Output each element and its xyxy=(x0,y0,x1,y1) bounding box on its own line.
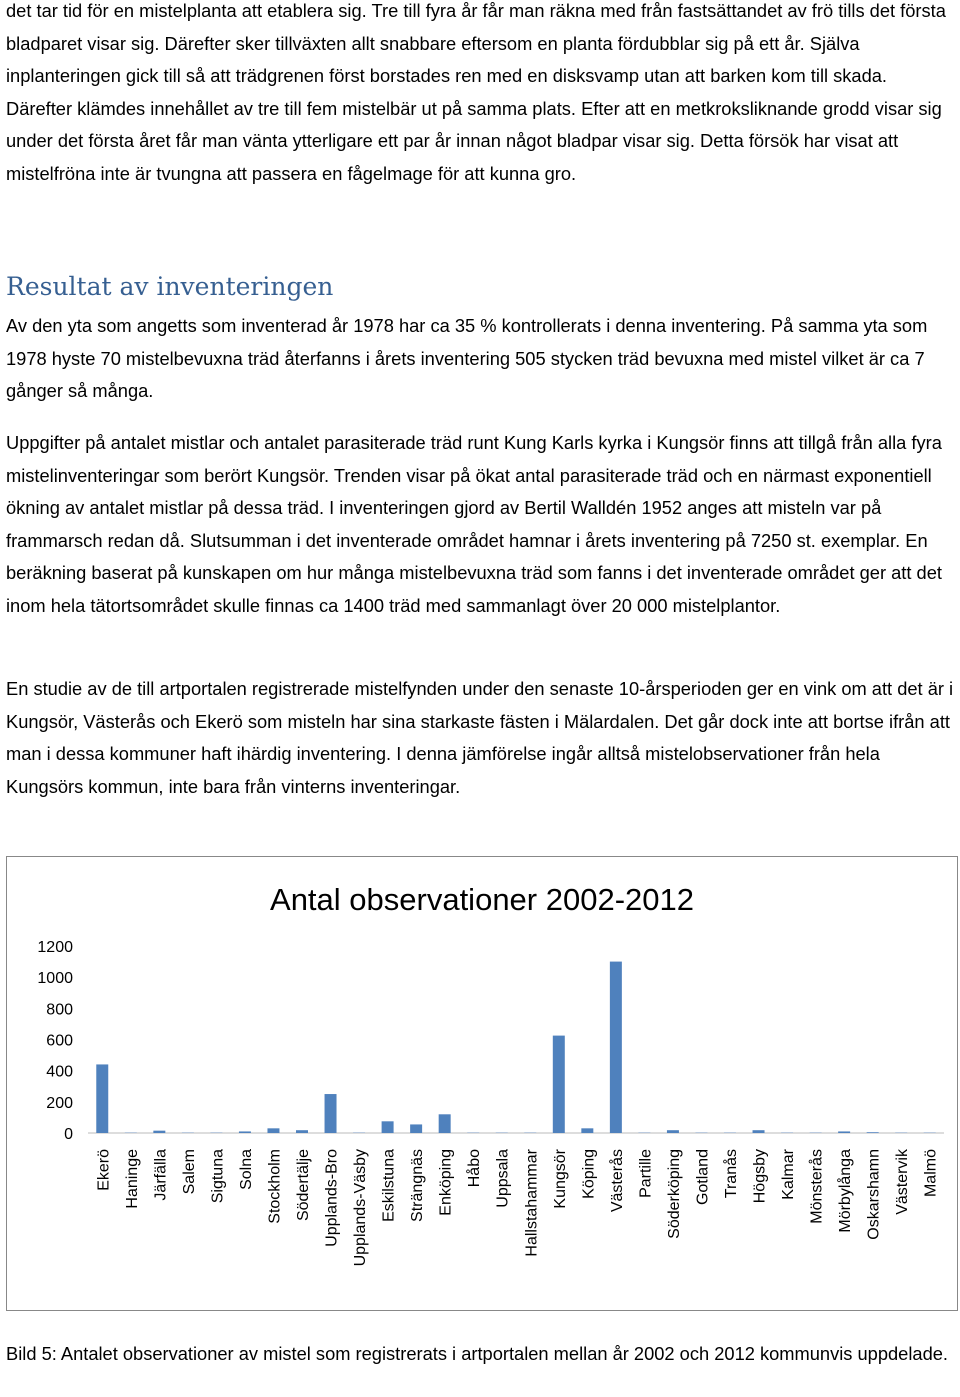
x-tick-label: Uppsala xyxy=(494,1149,512,1208)
bar-ekerö xyxy=(96,1064,108,1133)
x-tick-label: Oskarshamn xyxy=(865,1149,883,1240)
x-tick-label: Haninge xyxy=(123,1149,141,1209)
bar-chart xyxy=(7,857,957,1310)
bar-upplands-bro xyxy=(325,1094,337,1133)
x-tick-label: Salem xyxy=(180,1149,198,1195)
bar-enköping xyxy=(439,1114,451,1133)
bar-kungsör xyxy=(553,1036,565,1133)
x-tick-label: Tranås xyxy=(723,1149,740,1199)
x-tick-label: Köping xyxy=(580,1149,598,1199)
x-tick-label: Mönsterås xyxy=(808,1149,826,1224)
x-tick-label: Enköping xyxy=(437,1149,455,1216)
y-tick-label: 400 xyxy=(46,1063,73,1081)
chart-frame xyxy=(6,856,958,1311)
x-tick-label: Hallstahammar xyxy=(523,1149,541,1257)
bar-högsby xyxy=(753,1130,765,1133)
paragraph: Av den yta som angetts som inventerad år 1978 har ca 35 % kontrollerats i denna inventering. På samma yta som 1978 hyste 70 mistelbevuxna träd återfanns i årets inventering 505 stycken träd bevuxna med mistel vilket är ca 7 gånger så många. xyxy=(6,315,928,402)
intro-paragraph: det tar tid för en mistelplanta att etablera sig. Tre till fyra år får man räkna med från fastsättandet av frö tills det första bladparet visar sig. Därefter sker tillväxten allt snabbare eftersom en planta fördubblar sig på ett år. Själva inplanteringen gick till så att trädgrenen först borstades ren med en disksvamp utan att barken kom till skada. Därefter klämdes innehållet av tre till fem mistelbär ut på samma plats. Efter att en metkroksliknande grodd visar sig under det första året får man vänta ytterligare ett par år innan något bladpar visar sig. Detta försök har visat att mistelfröna inte är tvungna att passera en fågelmage för att kunna gro. xyxy=(6,0,946,184)
bar-eskilstuna xyxy=(382,1121,394,1133)
x-tick-label: Västervik xyxy=(894,1149,912,1215)
section-heading: Resultat av inventeringen xyxy=(6,272,334,301)
bar-oskarshamn xyxy=(867,1132,879,1133)
y-tick-label: 0 xyxy=(64,1126,73,1143)
bar-series xyxy=(96,962,935,1133)
x-tick-label: Solna xyxy=(237,1149,255,1190)
x-tick-label: Södertälje xyxy=(295,1149,312,1222)
y-tick-label: 200 xyxy=(46,1094,73,1112)
x-tick-label: Stockholm xyxy=(266,1149,284,1224)
x-tick-label: Högsby xyxy=(751,1149,769,1204)
x-tick-label: Järfälla xyxy=(152,1149,170,1201)
x-tick-label: Eskilstuna xyxy=(380,1149,398,1222)
chart-title: Antal observationer 2002-2012 xyxy=(270,882,694,917)
x-tick-label: Upplands-Bro xyxy=(323,1149,341,1247)
bar-mörbylånga xyxy=(838,1131,850,1133)
bar-köping xyxy=(581,1128,593,1133)
x-tick-label: Mörbylånga xyxy=(837,1149,855,1233)
x-tick-label: Västerås xyxy=(608,1149,626,1213)
bar-solna xyxy=(239,1131,251,1133)
x-tick-label: Kalmar xyxy=(780,1149,798,1200)
x-tick-label: Partille xyxy=(637,1149,655,1198)
x-tick-label: Söderköping xyxy=(665,1149,683,1239)
paragraph: Uppgifter på antalet mistlar och antalet parasiterade träd runt Kung Karls kyrka i Kungsör finns att tillgå från alla fyra mistelinventeringar som berört Kungsör. Trenden visar på ökat antal parasiterade träd och en närmast exponentiell ökning av antalet mistlar på dessa träd. I inventeringen gjord av Bertil Walldén 1952 anges att misteln var på frammarsch redan då. Slutsumman i det inventerade området hamnar i årets inventering på 7250 st. exemplar. En beräkning baserat på kunskapen om hur många mistelbevuxna träd som fanns i det inventerade området ger att det inom hela tätortsområdet skulle finnas ca 1400 träd med sammanlagt över 20 000 mistelplantor. xyxy=(6,432,942,616)
x-tick-label: Håbo xyxy=(466,1149,484,1188)
bar-söderköping xyxy=(667,1130,679,1133)
x-tick-label: Upplands-Väsby xyxy=(352,1149,370,1267)
bar-södertälje xyxy=(296,1130,308,1133)
x-tick-label: Kungsör xyxy=(551,1149,569,1209)
y-axis xyxy=(37,939,944,1143)
y-tick-label: 800 xyxy=(46,1001,73,1019)
x-tick-label: Sigtuna xyxy=(209,1149,227,1204)
figure-caption: Bild 5: Antalet observationer av mistel som registrerats i artportalen mellan år 2002 och 2012 kommunvis uppdelade. xyxy=(6,1343,948,1364)
y-tick-label: 600 xyxy=(46,1032,73,1050)
x-tick-label: Strängnäs xyxy=(409,1149,427,1222)
y-tick-label: 1200 xyxy=(37,939,73,956)
bar-stockholm xyxy=(267,1128,279,1133)
y-tick-label: 1000 xyxy=(37,970,73,988)
bar-järfälla xyxy=(153,1131,165,1133)
paragraph: En studie av de till artportalen registrerade mistelfynden under den senaste 10-årsperioden ger en vink om att det är i Kungsör, Västerås och Ekerö som misteln har sina starkaste fästen i Mälardalen. Det går dock inte att bortse ifrån att man i dessa kommuner haft ihärdig inventering. I denna jämförelse ingår alltså mistelobservationer från hela Kungsörs kommun, inte bara från vinterns inventeringar. xyxy=(6,678,954,797)
x-tick-label: Gotland xyxy=(694,1149,712,1206)
x-tick-label: Ekerö xyxy=(95,1149,113,1191)
bar-strängnäs xyxy=(410,1124,422,1133)
bar-västerås xyxy=(610,962,622,1133)
x-tick-label: Malmö xyxy=(922,1149,940,1198)
x-axis-labels xyxy=(95,1148,939,1266)
